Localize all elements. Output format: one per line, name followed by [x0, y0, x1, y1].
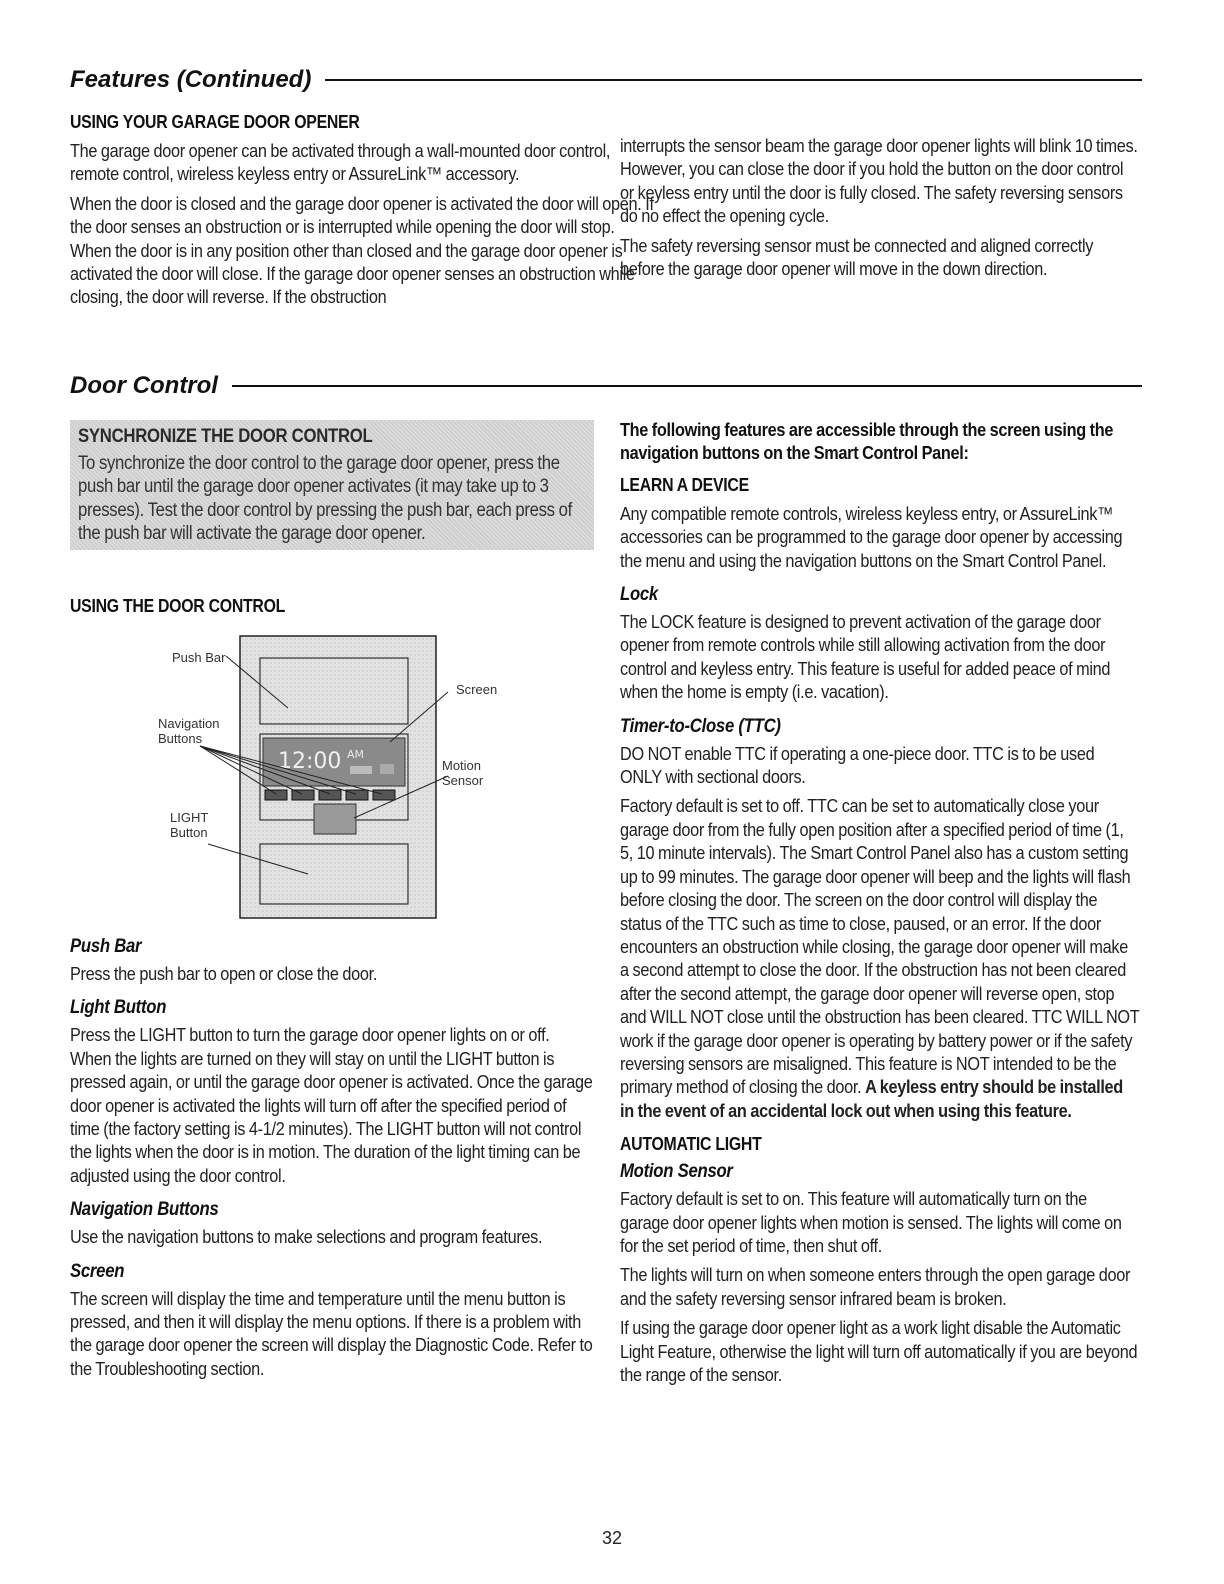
screen-clock: 12:00	[278, 749, 342, 774]
heading-rule	[232, 385, 1142, 387]
label-screen: Screen	[456, 682, 498, 697]
motion-sensor-p2: The lights will turn on when someone enters through the open garage door and the safety reversing sensor infrared beam is broken.	[620, 1264, 1131, 1309]
sync-note-text: To synchronize the door control to the garage door opener, press the push bar until the garage door opener activates (it may take up to 3 presses). Test the door control by pressing the push bar, each press of the push bar will activate the garage door opener.	[78, 453, 572, 545]
door-control-right	[620, 418, 1140, 1392]
door-control-items	[70, 936, 594, 1386]
automatic-light-heading: AUTOMATIC LIGHT	[620, 1134, 762, 1155]
lock-text: The LOCK feature is designed to prevent activation of the garage door opener from remote controls while still allowing activation from the door control and keyless entry. This feature is useful for added peace of mind when the home is empty (i.e. vacation).	[620, 611, 1111, 703]
label-motion-line2: Sensor	[442, 773, 484, 788]
label-motion-line1: Motion	[442, 758, 482, 773]
features-intro: The following features are accessible through the screen using the navigation buttons on the Smart Control Panel:	[620, 419, 1114, 464]
screen-title: Screen	[70, 1260, 125, 1282]
sync-note-title: SYNCHRONIZE THE DOOR CONTROL	[78, 426, 373, 447]
nav-button[interactable]	[292, 790, 314, 800]
motion-sensor-p1: Factory default is set to on. This feature will automatically turn on the garage door opener lights when motion is sensed. The lights will come on for the set period of time, then shut off.	[620, 1188, 1122, 1256]
learn-device-heading: LEARN A DEVICE	[620, 474, 749, 495]
light-button[interactable]	[260, 844, 408, 904]
using-door-control	[70, 596, 570, 623]
using-opener-left	[70, 112, 660, 315]
using-opener-p1: The garage door opener can be activated through a wall-mounted door control, remote control, wireless keyless entry or AssureLink™ accessory.	[70, 140, 611, 185]
sync-note-box	[70, 420, 594, 562]
section-title: Door Control	[70, 372, 218, 399]
section-title: Features (Continued)	[70, 66, 312, 93]
screen-indicator	[350, 766, 372, 774]
navigation-buttons-title: Navigation Buttons	[70, 1199, 219, 1221]
label-navigation-line1: Navigation	[158, 716, 220, 731]
ttc-p2-text: Factory default is set to off. TTC can be set to automatically close your garage door from the fully open position after a specified period of time (1, 5, 10 minute intervals). The Smart Control Panel also has a custom setting up to 99 minutes. The garage door opener will beep and the lights will flash before closing the door. The screen on the door control will display the status of the TTC such as time to close, paused, or an error. If the door encounters an obstruction while closing, the garage door opener will make a second attempt to close the door. If the obstruction has not been cleared after the second attempt, the garage door opener will reverse open, stop and WILL NOT close until the obstruction has been cleared. TTC WILL NOT work if the garage door opener is operating by battery power or if the safety reversing sensors are misaligned. This feature is NOT intended to be the primary method of closing the door.	[620, 795, 1140, 1098]
label-motion-sensor	[442, 758, 483, 788]
label-push-bar: Push Bar	[172, 650, 226, 665]
ttc-p2-warning: A keyless entry should be installed in the event of an accidental lock out when using this feature.	[620, 1076, 1123, 1121]
motion-sensor-p3: If using the garage door opener light as a work light disable the Automatic Light Feature, otherwise the light will turn off automatically if you are beyond the range of the sensor.	[620, 1317, 1138, 1385]
using-door-control-heading: USING THE DOOR CONTROL	[70, 596, 286, 616]
using-opener-right	[620, 134, 1140, 286]
heading-rule	[325, 79, 1142, 81]
light-button-text: Press the LIGHT button to turn the garage door opener lights on or off. When the lights are turned on they will stay on until the LIGHT button is pressed again, or until the garage door opener is activated. Once the garage door opener is activated the lights will turn off after the specified period of time (the factory setting is 4-1/2 minutes). The LIGHT button will not control the lights when the door is in motion. The duration of the light timing can be adjusted using the door control.	[70, 1024, 593, 1186]
nav-button[interactable]	[265, 790, 287, 800]
screen-text: The screen will display the time and temperature until the menu button is pressed, and then it will display the menu options. If there is a problem with the garage door opener the screen will display the Diagnostic Code. Refer to the Troubleshooting section.	[70, 1287, 593, 1379]
label-light-button	[170, 810, 208, 840]
lock-title: Lock	[620, 584, 658, 606]
light-button-title: Light Button	[70, 997, 167, 1019]
using-opener-p4: The safety reversing sensor must be connected and aligned correctly before the garage door opener will move in the down direction.	[620, 234, 1094, 280]
screen-am: AM	[347, 748, 365, 761]
learn-device-text: Any compatible remote controls, wireless keyless entry, or AssureLink™ accessories can be programmed to the garage door opener by accessing the menu and using the navigation buttons on the Smart Control Panel.	[620, 502, 1123, 571]
push-bar-title: Push Bar	[70, 936, 142, 957]
using-opener-p3: interrupts the sensor beam the garage door opener lights will blink 10 times. However, you can close the door if you hold the button on the door control or keyless entry until the door is fully closed. The safety reversing sensors do no effect the opening cycle.	[620, 135, 1138, 227]
door-control-figure	[150, 634, 510, 924]
ttc-title: Timer-to-Close (TTC)	[620, 715, 781, 737]
screen-indicator	[380, 764, 394, 774]
motion-sensor	[314, 804, 356, 834]
label-navigation	[158, 716, 219, 746]
features-continued-heading	[70, 66, 1142, 94]
using-opener-p2: When the door is closed and the garage door opener is activated the door will open. If the door senses an obstruction or is interrupted while opening the door will stop. When the door is in any position other than closed and the garage door opener is activated the door will close. If the garage door opener senses an obstruction while closing, the door will reverse. If the obstruction	[70, 192, 654, 308]
navigation-buttons-text: Use the navigation buttons to make selections and program features.	[70, 1226, 543, 1248]
door-control-heading	[70, 372, 1142, 400]
nav-button[interactable]	[373, 790, 395, 800]
label-light-line2: Button	[170, 825, 208, 840]
motion-sensor-title: Motion Sensor	[620, 1161, 733, 1183]
push-bar[interactable]	[260, 658, 408, 724]
push-bar-text: Press the push bar to open or close the door.	[70, 963, 378, 984]
label-light-line1: LIGHT	[170, 810, 209, 825]
label-navigation-line2: Buttons	[158, 731, 203, 746]
ttc-p1: DO NOT enable TTC if operating a one-piece door. TTC is to be used ONLY with sectional doors.	[620, 742, 1095, 788]
ttc-p2	[620, 794, 1139, 1122]
page-number: 32	[601, 1528, 623, 1548]
using-opener-heading: USING YOUR GARAGE DOOR OPENER	[70, 112, 360, 132]
